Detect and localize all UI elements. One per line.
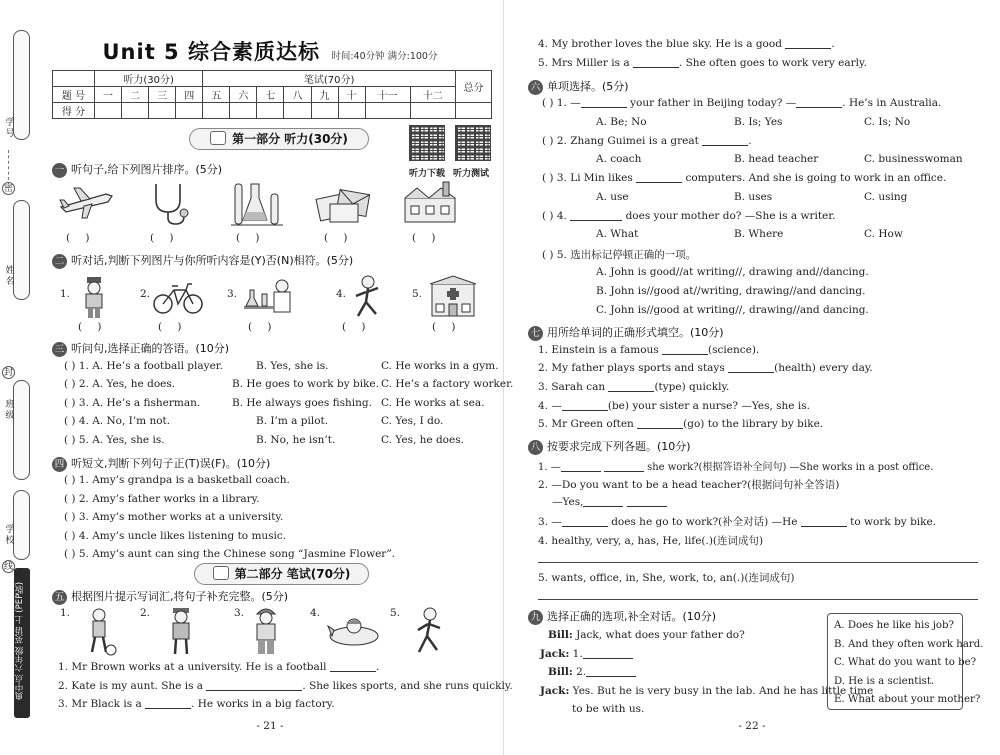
sec7-item-1-end: (science). <box>708 344 760 356</box>
total-header: 总分 <box>456 71 492 103</box>
coach-icon <box>164 606 198 656</box>
part1-banner-text: 第一部分 听力(30分) <box>232 132 348 146</box>
bicycle-icon <box>152 280 204 316</box>
sec8-item-5-answer-line[interactable] <box>538 599 978 600</box>
sec6-item-1-text3: . He’s in Australia. <box>842 97 942 109</box>
score-cell[interactable] <box>149 103 176 119</box>
sec9-speaker-jack-1: Jack: <box>540 648 570 660</box>
sec8-item-2-blank-a[interactable] <box>583 496 623 507</box>
sec3-item-4-b: B. I’m a pilot. <box>256 415 329 427</box>
sec1-paren-3[interactable]: ( ) <box>236 232 266 244</box>
sec6-item-1-blank-b[interactable] <box>796 97 842 108</box>
sec7-item-4-blank[interactable] <box>562 400 608 411</box>
sec8-heading <box>528 438 691 455</box>
brand-label: 典中点 六年级 英语 上 (PEP版) <box>14 568 30 718</box>
sec7-item-4-text: 4. — <box>538 400 562 412</box>
sec9-text-2: 1. <box>572 648 583 660</box>
police-officer-icon <box>76 275 112 319</box>
class-label: 班级 <box>5 400 15 421</box>
sec3-item-5[interactable]: ( ) 5. A. Yes, she is. <box>64 434 165 446</box>
sec6-item-1-b[interactable]: B. Is; Yes <box>734 116 783 128</box>
sec7-item-5-text: 5. Mr Green often <box>538 418 634 430</box>
sec9-text-4: Yes. But he is very busy in the lab. And he has little time <box>572 685 874 697</box>
time-info: 时间:40分钟 满分:100分 <box>331 51 438 62</box>
sec4-title: 听短文,判断下列句子正(T)误(F)。(10分) <box>71 457 271 470</box>
binding-strip <box>0 0 44 755</box>
sec6-item-5-b[interactable]: B. John is//good at//writing, drawing//and dancing. <box>596 285 866 297</box>
score-cell[interactable] <box>284 103 311 119</box>
sec7-item-4 <box>538 400 810 412</box>
col-2: 二 <box>122 87 149 103</box>
sec9-speaker-jack-2: Jack: <box>540 685 570 697</box>
sec7-item-3-end: (type) quickly. <box>654 381 730 393</box>
sec6-item-3-blank[interactable] <box>636 172 682 183</box>
sec8-item-4-answer-line[interactable] <box>538 562 978 563</box>
score-corner <box>53 71 95 87</box>
sec8-item-1-text: 1. — <box>538 462 561 473</box>
sec7-item-1 <box>538 344 759 356</box>
sec9-line-2 <box>540 648 633 660</box>
sec3-title: 听问句,选择正确的答语。(10分) <box>71 342 230 355</box>
sec4-item-3[interactable]: ( ) 3. Amy’s mother works at a university. <box>64 511 284 523</box>
sec9-text-1: Jack, what does your father do? <box>576 629 745 641</box>
sec6-item-2-text: ( ) 2. Zhang Guimei is a great <box>542 135 699 147</box>
page-number-21: - 21 - <box>256 720 284 732</box>
sec3-item-1-b: B. Yes, she is. <box>256 360 329 372</box>
sec5-item-4-end: . <box>831 38 835 50</box>
sec3-item-4[interactable]: ( ) 4. A. No, I’m not. <box>64 415 171 427</box>
right-page <box>512 0 992 755</box>
sec3-item-5-c: C. Yes, he does. <box>381 434 464 446</box>
part1-banner <box>189 128 369 150</box>
qr-label-test: 听力测试 <box>453 169 490 179</box>
sec1-paren-4[interactable]: ( ) <box>324 232 354 244</box>
mail-letters-icon <box>314 182 374 226</box>
sec6-item-1[interactable] <box>542 97 941 109</box>
sec6-item-3-c[interactable]: C. using <box>864 191 908 203</box>
headphones-icon <box>210 131 226 145</box>
score-cell[interactable] <box>203 103 230 119</box>
sec7-item-2-text: 2. My father plays sports and stays <box>538 362 725 374</box>
sec8-item-3 <box>538 514 936 529</box>
sec9-line-1 <box>548 629 745 641</box>
sec5-title: 根据图片提示写词汇,将句子补充完整。(5分) <box>71 590 289 603</box>
sec9-option-a[interactable]: A. Does he like his job? <box>834 620 954 631</box>
sec6-item-5-c[interactable]: C. John is//good at writing//, drawing//and dancing. <box>596 304 869 316</box>
sec6-item-5[interactable]: ( ) 5. 选出标记停顿正确的一项。 <box>542 249 697 261</box>
sec1-number: 一 <box>52 163 67 178</box>
sec6-item-4[interactable] <box>542 210 835 222</box>
sec6-item-3[interactable] <box>542 172 946 184</box>
sec7-item-5-blank[interactable] <box>637 418 683 429</box>
sec5-heading <box>52 588 288 605</box>
score-cell[interactable] <box>176 103 203 119</box>
sec3-heading <box>52 340 229 357</box>
sec8-item-1-blank-b[interactable] <box>604 461 644 472</box>
sec2-paren-5[interactable]: ( ) <box>432 321 462 333</box>
student-id-label: 学号 <box>5 118 15 139</box>
sec6-item-1-text: ( ) 1. — <box>542 97 581 109</box>
sec5-item-5-text: 5. Mrs Miller is a <box>538 57 630 69</box>
sec1-title: 听句子,给下列图片排序。(5分) <box>71 163 223 176</box>
sec8-number: 八 <box>528 440 543 455</box>
page-title: Unit 5 综合素质达标 <box>102 40 320 64</box>
sec3-item-1[interactable]: ( ) 1. A. He’s a football player. <box>64 360 223 372</box>
sec5-item-4 <box>538 38 835 50</box>
sec2-num-3: 3. <box>227 288 238 300</box>
school-label: 学校 <box>5 525 15 546</box>
sec5-item-2-text: 2. Kate is my aunt. She is a <box>58 680 204 692</box>
sec7-item-2 <box>538 362 873 374</box>
score-cell[interactable] <box>122 103 149 119</box>
sec9-speaker-bill-2: Bill: <box>548 666 573 678</box>
sec7-item-4-end: (be) your sister a nurse? —Yes, she is. <box>607 400 810 412</box>
score-table <box>52 70 492 119</box>
sec4-number: 四 <box>52 457 67 472</box>
sec6-item-4-c[interactable]: C. How <box>864 228 903 240</box>
col-1: 一 <box>95 87 122 103</box>
col-8: 八 <box>284 87 311 103</box>
sec5-num-2: 2. <box>140 607 151 619</box>
col-7: 七 <box>257 87 284 103</box>
sec8-item-1 <box>538 458 933 473</box>
sec5-item-1-end: . <box>375 661 380 673</box>
sec5-item-5 <box>538 57 867 69</box>
seal-feng: 封 <box>3 368 13 378</box>
sec2-title: 听对话,判断下列图片与你所听内容是(Y)否(N)相符。(5分) <box>71 254 354 267</box>
seal-line <box>8 150 9 180</box>
sec6-item-4-a[interactable]: A. What <box>596 228 639 240</box>
sec5-item-5-blank[interactable] <box>633 57 679 68</box>
sec9-line-4 <box>540 685 873 697</box>
sec5-item-2 <box>58 680 513 692</box>
sec8-item-2-yes: —Yes, <box>552 496 584 508</box>
sec3-item-2-c: C. He’s a factory worker. <box>381 378 514 390</box>
sec5-item-2-blank[interactable] <box>206 680 302 691</box>
airplane-icon <box>56 182 116 226</box>
qr-code-download-icon[interactable] <box>409 125 445 161</box>
sec4-item-5[interactable]: ( ) 5. Amy’s aunt can sing the Chinese song “Jasmine Flower”. <box>64 548 396 560</box>
sec4-item-4[interactable]: ( ) 4. Amy’s uncle likes listening to music. <box>64 530 287 542</box>
sec7-number: 七 <box>528 326 543 341</box>
col-9: 九 <box>311 87 338 103</box>
sec9-options-box <box>827 613 984 710</box>
sec2-paren-4[interactable]: ( ) <box>342 321 372 333</box>
sec7-item-2-blank[interactable] <box>728 362 774 373</box>
sec8-item-2-blank-b[interactable] <box>627 496 667 507</box>
sec5-item-3-end: . He works in a big factory. <box>191 698 335 710</box>
sec5-item-3 <box>58 698 335 710</box>
sec8-item-3-mid: does he go to work?(补全对话) —He <box>611 516 798 528</box>
score-cell[interactable] <box>456 103 492 119</box>
sec5-item-1-blank[interactable] <box>330 661 376 672</box>
sec8-item-5: 5. wants, office, in, She, work, to, an(.)(连词成句) <box>538 572 795 584</box>
sec6-item-1-c[interactable]: C. Is; No <box>864 116 911 128</box>
sec1-heading <box>52 161 222 178</box>
score-cell[interactable] <box>365 103 410 119</box>
sec1-paren-5[interactable]: ( ) <box>412 232 442 244</box>
sec7-item-5 <box>538 418 823 430</box>
score-cell[interactable] <box>410 103 455 119</box>
sec7-title: 用所给单词的正确形式填空。(10分) <box>547 326 724 339</box>
sec8-item-2-answer <box>552 496 667 508</box>
class-box[interactable] <box>13 380 30 480</box>
running-boy-icon <box>350 274 386 320</box>
lab-flasks-icon <box>229 180 285 228</box>
sec5-number: 五 <box>52 590 67 605</box>
col-3: 三 <box>149 87 176 103</box>
sec8-item-2: 2. —Do you want to be a head teacher?(根据问句补全答语) <box>538 479 840 491</box>
sec6-item-2-c[interactable]: C. businesswoman <box>864 153 963 165</box>
sec6-item-3-a[interactable]: A. use <box>596 191 629 203</box>
sec5-item-4-text: 4. My brother loves the blue sky. He is a good <box>538 38 782 50</box>
sec5-item-3-blank[interactable] <box>145 698 191 709</box>
factory-icon <box>399 180 461 226</box>
score-cell[interactable] <box>311 103 338 119</box>
col-5: 五 <box>203 87 230 103</box>
sec9-line-3 <box>548 666 636 678</box>
col-10: 十 <box>338 87 365 103</box>
sec6-item-4-text: ( ) 4. <box>542 210 567 222</box>
sec5-num-3: 3. <box>234 607 245 619</box>
sec2-heading <box>52 252 353 269</box>
sec8-title: 按要求完成下列各题。(10分) <box>547 440 691 453</box>
title-row <box>44 36 496 66</box>
sec4-item-1[interactable]: ( ) 1. Amy’s grandpa is a basketball coach. <box>64 474 290 486</box>
sec9-option-d[interactable]: D. He is a scientist. <box>834 675 935 687</box>
sec6-item-4-text2: does your mother do? —She is a writer. <box>625 210 836 222</box>
sec7-item-3-blank[interactable] <box>608 381 654 392</box>
sec6-item-1-a[interactable]: A. Be; No <box>596 116 647 128</box>
sec1-paren-2[interactable]: ( ) <box>150 232 180 244</box>
sec8-item-3-text: 3. — <box>538 516 562 528</box>
sec9-number: 九 <box>528 610 543 625</box>
sec9-option-c[interactable]: C. What do you want to be? <box>834 657 977 668</box>
sec8-item-1-blank-a[interactable] <box>561 461 601 472</box>
part2-banner <box>194 563 369 585</box>
sec2-num-5: 5. <box>412 288 423 300</box>
sec2-num-1: 1. <box>60 288 71 300</box>
listening-header: 听力(30分) <box>95 71 203 87</box>
hospital-icon <box>428 274 478 318</box>
sec3-item-4-c: C. Yes, I do. <box>381 415 444 427</box>
sec3-item-5-b: B. No, he isn’t. <box>256 434 336 446</box>
sec8-item-3-end: to work by bike. <box>850 516 937 528</box>
sec9-text-3: 2. <box>576 666 587 678</box>
sec6-item-2-text2: . <box>748 135 752 147</box>
sec9-line-5: to be with us. <box>572 703 645 715</box>
col-11: 十一 <box>365 87 410 103</box>
sec9-blank-1[interactable] <box>583 648 633 659</box>
sec2-paren-1[interactable]: ( ) <box>78 321 108 333</box>
col-12: 十二 <box>410 87 455 103</box>
sec7-item-3 <box>538 381 729 393</box>
sec4-heading <box>52 455 270 472</box>
stethoscope-icon <box>144 180 194 228</box>
sec7-heading <box>528 324 724 341</box>
sec5-item-5-end: . She often goes to work very early. <box>678 57 867 69</box>
sec8-item-3-blank-a[interactable] <box>562 516 608 527</box>
sec5-item-3-text: 3. Mr Black is a <box>58 698 142 710</box>
sec6-item-3-b[interactable]: B. uses <box>734 191 773 203</box>
sec6-item-5-a[interactable]: A. John is good//at writing//, drawing and//dancing. <box>596 266 869 278</box>
pencil-icon <box>213 566 229 580</box>
runner-icon <box>410 606 446 656</box>
seal-xian: 线 <box>3 562 13 572</box>
sec3-item-3[interactable]: ( ) 3. A. He’s a fisherman. <box>64 397 201 409</box>
col-4: 四 <box>176 87 203 103</box>
score-cell[interactable] <box>338 103 365 119</box>
qr-code-test-icon[interactable] <box>455 125 491 161</box>
sec3-item-1-c: C. He works in a gym. <box>381 360 499 372</box>
sec2-paren-3[interactable]: ( ) <box>248 321 278 333</box>
sec9-title: 选择正确的选项,补全对话。(10分) <box>547 610 717 623</box>
part2-banner-text: 第二部分 笔试(70分) <box>234 567 351 581</box>
sec3-item-2[interactable]: ( ) 2. A. Yes, he does. <box>64 378 176 390</box>
sec6-item-2-a[interactable]: A. coach <box>596 153 642 165</box>
qr-label-download: 听力下载 <box>409 169 446 179</box>
sec7-item-1-blank[interactable] <box>662 344 708 355</box>
sec9-heading <box>528 608 716 625</box>
sec8-item-1-end: she work?(根据答语补全问句) —She works in a post office. <box>647 462 934 473</box>
football-player-icon <box>84 608 118 656</box>
sec7-item-2-end: (health) every day. <box>774 362 873 374</box>
sec6-item-1-text2: your father in Beijing today? — <box>630 97 797 109</box>
score-cell[interactable] <box>95 103 122 119</box>
row-label-score: 得 分 <box>53 103 95 119</box>
sec9-option-e[interactable]: E. What about your mother? <box>834 694 981 705</box>
sec2-number: 二 <box>52 254 67 269</box>
sec6-item-2-b[interactable]: B. head teacher <box>734 153 819 165</box>
written-header: 笔试(70分) <box>203 71 456 87</box>
sec6-item-2-blank[interactable] <box>702 135 748 146</box>
sec8-item-4: 4. healthy, very, a, has, He, life(.)(连词成句) <box>538 535 764 547</box>
seal-mi: 密 <box>3 184 13 194</box>
sec3-item-3-b: B. He always goes fishing. <box>232 397 372 409</box>
sec4-item-2[interactable]: ( ) 2. Amy’s father works in a library. <box>64 493 260 505</box>
sec5-item-4-blank[interactable] <box>785 38 831 49</box>
sec5-num-5: 5. <box>390 607 401 619</box>
pilot-plane-icon <box>326 612 382 652</box>
col-6: 六 <box>230 87 257 103</box>
sec3-number: 三 <box>52 342 67 357</box>
sec7-item-1-text: 1. Einstein is a famous <box>538 344 659 356</box>
sec6-title: 单项选择。(5分) <box>547 80 629 93</box>
score-cell[interactable] <box>230 103 257 119</box>
sec9-option-b[interactable]: B. And they often work hard. <box>834 638 984 650</box>
sec5-num-4: 4. <box>310 607 321 619</box>
sec9-speaker-bill-1: Bill: <box>548 629 573 641</box>
sec6-item-3-text: ( ) 3. Li Min likes <box>542 172 633 184</box>
sec6-item-3-text2: computers. And she is going to work in an office. <box>685 172 947 184</box>
sec5-num-1: 1. <box>60 607 71 619</box>
row-label-number: 题 号 <box>53 87 95 103</box>
sec2-num-2: 2. <box>140 288 151 300</box>
sec6-heading <box>528 78 629 95</box>
sec5-item-1-text: 1. Mr Brown works at a university. He is a football <box>58 661 327 673</box>
score-cell[interactable] <box>257 103 284 119</box>
page-number-22: - 22 - <box>738 720 766 732</box>
sec2-paren-2[interactable]: ( ) <box>158 321 188 333</box>
sec7-item-3-text: 3. Sarah can <box>538 381 606 393</box>
sec5-item-1 <box>58 661 379 673</box>
sec3-item-3-c: C. He works at sea. <box>381 397 485 409</box>
sec8-item-3-blank-b[interactable] <box>801 516 847 527</box>
sec6-item-4-blank[interactable] <box>570 210 622 221</box>
sec5-item-2-end: . She likes sports, and she runs quickly. <box>302 680 513 692</box>
factory-worker-icon <box>249 606 283 656</box>
sec7-item-5-end: (go) to the library by bike. <box>683 418 824 430</box>
sec6-number: 六 <box>528 80 543 95</box>
scientist-lab-icon <box>242 276 300 320</box>
sec9-blank-2[interactable] <box>586 666 636 677</box>
sec6-item-4-b[interactable]: B. Where <box>734 228 784 240</box>
sec1-paren-1[interactable]: ( ) <box>66 232 96 244</box>
sec6-item-1-blank-a[interactable] <box>581 97 627 108</box>
name-label: 姓名 <box>5 266 15 287</box>
sec6-item-2[interactable] <box>542 135 752 147</box>
sec3-item-2-b: B. He goes to work by bike. <box>232 378 379 390</box>
sec2-num-4: 4. <box>336 288 347 300</box>
left-page <box>44 0 514 755</box>
